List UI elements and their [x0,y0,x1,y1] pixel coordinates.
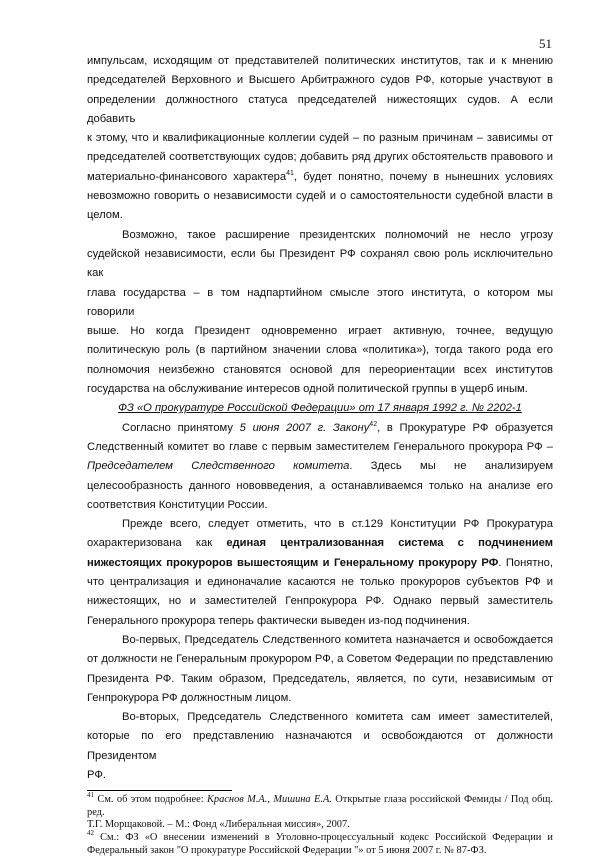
text-run: Следственный комитет во главе с первым заместителем Генерального прокурора РФ – [87,440,553,453]
text-line [87,52,553,71]
text-line [87,554,553,573]
text-run: Прежде всего, следует отметить, что в ст.129 Конституции РФ Прокуратура [122,518,553,531]
text-line [87,284,553,323]
text-run: См.: ФЗ «О внесении изменений в Уголовно-процессуальный кодекс Российской Федерации и [94,832,553,844]
text-run: политическую роль (в партийном значении слова «политика»), тогда такого рода его [87,344,553,357]
text-line [87,380,553,399]
body-text [87,52,553,785]
text-run: 5 июня 2007 г. Закону [239,421,370,434]
page-content [87,52,553,857]
text-run: от должности не Генеральным прокурором РФ, а Советом Федерации по представлению [87,653,553,666]
text-line [87,477,553,496]
text-line [87,573,553,592]
text-run: Генпрокурора РФ должностным лицом. [87,691,292,704]
text-line [87,226,553,245]
text-run: невозможно говорить о независимости судей и о самостоятельности судебной власти в [87,190,553,203]
text-line [87,148,553,167]
text-line [87,399,553,418]
text-run: к этому, что и квалификационные коллегии судей – по разным причинам – зависимы от [87,132,553,145]
text-line [87,592,553,611]
text-line [87,515,553,534]
footnotes [87,791,553,857]
text-run: охарактеризована как [87,537,227,550]
text-line [87,631,553,650]
text-line [87,438,553,457]
footnote-ref: 41 [286,169,294,177]
text-line [87,650,553,669]
text-run: Генерального прокурора теперь фактически выведен из-под подчинения. [87,614,470,627]
text-run: . Понятно, [498,556,553,569]
text-run: судейской независимости, если бы Президент РФ сохранял свою роль исключительно как [87,247,553,280]
text-run: председателей Верховного и Высшего Арбитражного судов РФ, которые участвуют в [87,74,553,87]
footnote-ref: 41 [87,791,94,800]
text-run: Возможно, такое расширение президентских полномочий не несло угрозу [122,228,553,241]
text-line [87,245,553,284]
text-run: глава государства – в том надпартийном смысле этого института, о котором мы говорили [87,286,553,318]
footnote-line [87,829,553,845]
text-line [87,766,553,785]
text-run: Федеральный закон "О прокуратуре Российской Федерации "» от 5 июня 2007 г. № 87-ФЗ. [87,844,487,856]
text-run: целом. [87,209,123,222]
text-run: материально-финансового характера [87,170,287,183]
text-run: которые по его представлению назначаются и освобождаются от должности Президентом [87,730,553,762]
text-line [87,534,553,553]
footnote-separator [87,790,232,791]
text-run: определении должностного статуса председателей нижестоящих судов. А если добавить [87,93,553,125]
text-line [87,187,553,206]
text-run: Во-первых, Председатель Следственного комитета назначается и освобождается [122,633,553,646]
text-run: полномочия неизбежно становятся основой для переориентации всех институтов [87,363,553,376]
page-number: 51 [539,36,552,51]
text-line [87,206,553,225]
text-run: что централизация и единоначалие касаются не только прокуроров субъектов РФ и [87,576,553,589]
text-run: единая централизованная система с подчинением [226,537,553,550]
footnote-line [87,791,553,819]
text-run: , в Прокуратуре РФ образуется [377,421,554,434]
text-line [87,727,553,766]
text-line [87,708,553,727]
text-run: Т.Г. Морщаковой. – М.: Фонд «Либеральная миссия», 2007. [87,819,350,831]
text-line [87,689,553,708]
footnote-ref: 42 [369,420,378,428]
text-run: РФ. [87,768,106,781]
text-run: , будет понятно, почему в нынешних условиях [293,170,553,183]
text-run: Президента РФ. Таким образом, Председатель, является, по сути, независимым от [87,672,553,685]
text-run: целесообразность данного нововведения, а останавливаемся только на анализе его [87,479,553,492]
text-run: выше. Но когда Президент одновременно играет активную, точнее, ведущую [87,325,553,338]
text-run: Согласно принятому [122,421,240,434]
text-run: , [267,794,274,806]
text-run: Краснов М.А. [207,794,268,806]
text-run: Мишина Е.А. [273,794,332,806]
text-run: импульсам, исходящим от представителей политических институтов, так и к мнению [87,55,553,67]
text-run: ФЗ «О прокуратуре Российской Федерации» от 17 января 1992 г. № 2202-1 [118,402,522,415]
text-line [87,71,553,90]
text-run: Председателем Следственного комитета [87,460,350,473]
text-run: государства на обслуживание интересов одной политической группы в ущерб иным. [87,383,528,396]
text-line [87,419,553,438]
text-line [87,168,553,187]
text-run: председателей соответствующих судов; добавить ряд других обстоятельств правового и [87,151,553,164]
text-line [87,670,553,689]
text-run: нижестоящих, но и заместителей Генпрокурора РФ. Однако первый заместитель [87,595,553,608]
text-run: Открытые глаза российской Фемиды / Под общ. ред. [87,794,553,818]
text-line [87,91,553,130]
text-run: См. об этом подробнее: [94,794,208,806]
text-line [87,496,553,515]
text-run: Во-вторых, Председатель Следственного комитета сам имеет заместителей, [122,711,553,724]
footnote-line [87,845,553,857]
text-run: соответствия Конституции России. [87,498,268,511]
footnote-ref: 42 [87,829,94,838]
text-line [87,129,553,148]
text-line [87,322,553,341]
text-run: . Здесь мы не анализируем [349,460,554,473]
text-line [87,612,553,631]
text-run: нижестоящих прокуроров вышестоящим и Генеральному прокурору РФ [87,556,499,569]
footnote-line [87,819,553,832]
text-line [87,361,553,380]
text-line [87,341,553,360]
text-line [87,457,553,476]
